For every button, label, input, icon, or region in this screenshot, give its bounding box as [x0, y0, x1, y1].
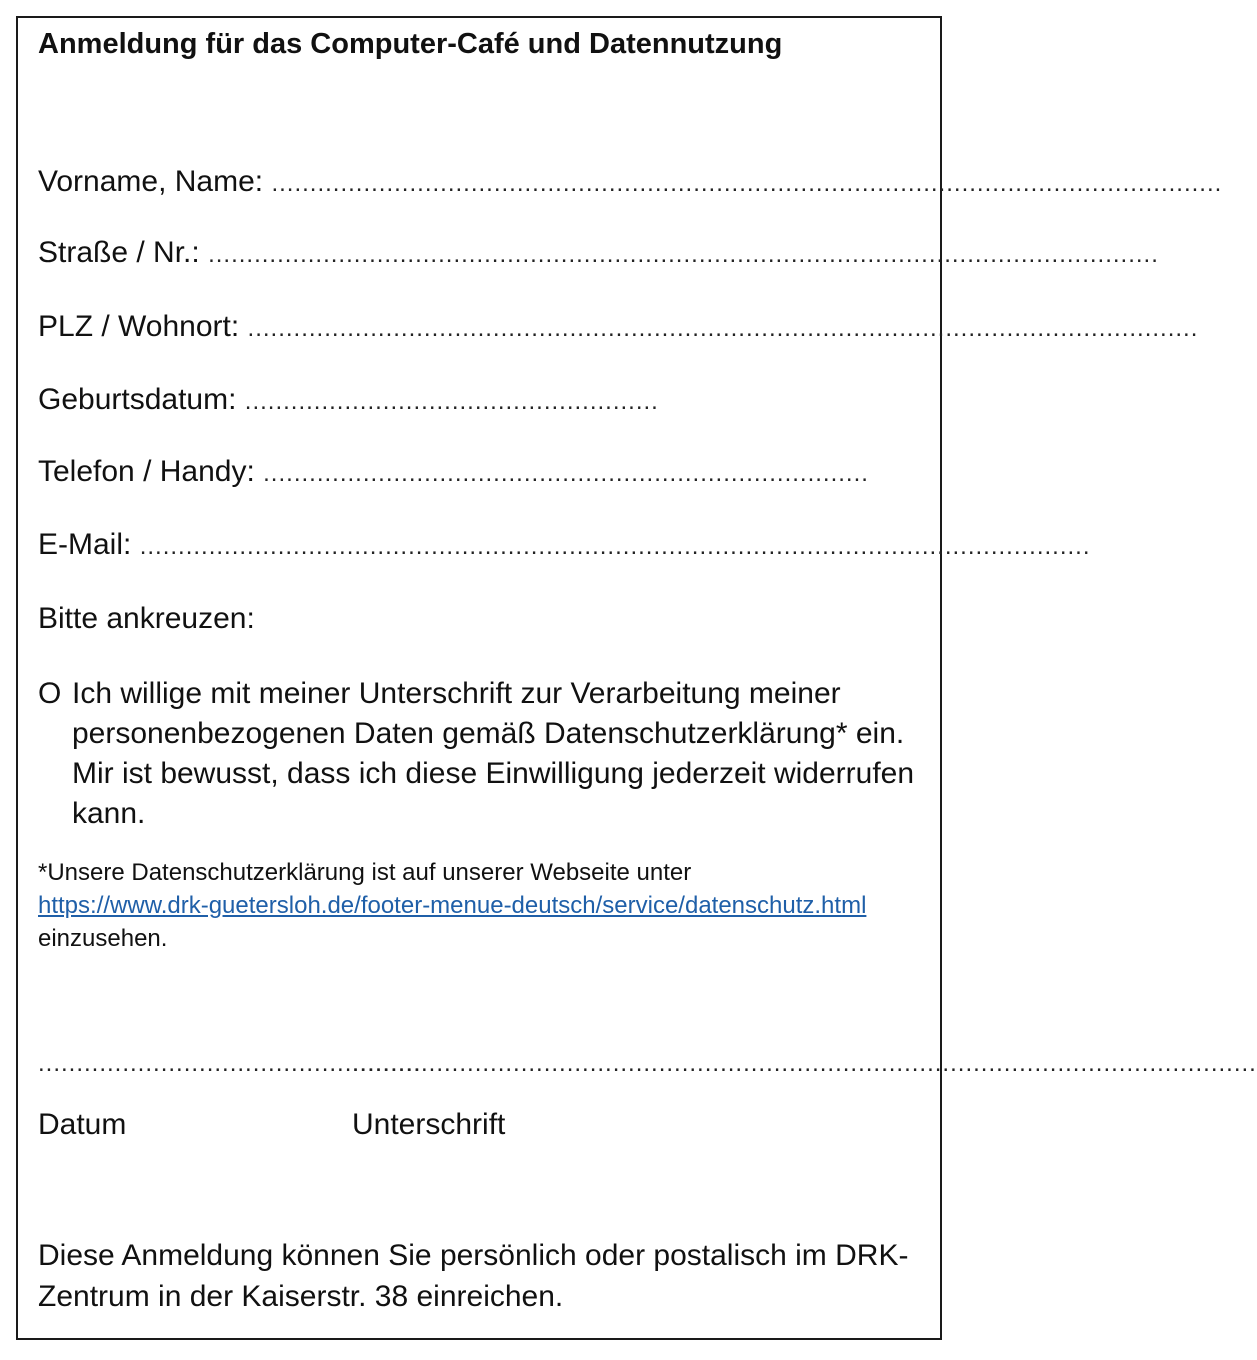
city-field[interactable] — [38, 310, 1199, 344]
birthdate-label: Geburtsdatum: — [38, 383, 237, 416]
street-dotted-line: ............................................................................................................................ — [208, 241, 1159, 268]
birthdate-dotted-line: ...................................................... — [244, 388, 659, 415]
phone-dotted-line: ............................................................................... — [263, 460, 869, 487]
privacy-note-prefix: *Unsere Datenschutzerklärung ist auf unserer Webseite unter — [38, 859, 692, 886]
email-field[interactable] — [38, 528, 1091, 562]
consent-text: Ich willige mit meiner Unterschrift zur Verarbeitung meiner personenbezogenen Daten gemäß Datenschutzerklärung* ein. Mir ist bewusst, dass ich diese Einwilligung jederzeit widerrufen kann. — [72, 677, 915, 830]
submission-info: Diese Anmeldung können Sie persönlich oder postalisch im DRK-Zentrum in der Kaiserstr. 38 einreichen. — [38, 1239, 909, 1313]
name-label: Vorname, Name: — [38, 165, 264, 198]
date-label: Datum — [38, 1108, 127, 1141]
consent-option — [38, 674, 918, 834]
city-dotted-line: ............................................................................................................................ — [247, 315, 1199, 342]
date-dotted-line[interactable]: .................................................. — [38, 1050, 422, 1077]
street-label: Straße / Nr.: — [38, 236, 200, 269]
phone-label: Telefon / Handy: — [38, 455, 255, 488]
phone-field[interactable] — [38, 455, 869, 489]
birthdate-field[interactable] — [38, 383, 658, 417]
privacy-policy-link[interactable]: https://www.drk-guetersloh.de/footer-menue-deutsch/service/datenschutz.html — [38, 892, 867, 919]
name-field[interactable] — [38, 165, 1223, 199]
name-dotted-line: ............................................................................................................................ — [271, 170, 1223, 197]
email-label: E-Mail: — [38, 528, 132, 561]
consent-checkbox[interactable]: O — [38, 677, 62, 710]
privacy-note — [38, 856, 898, 955]
email-dotted-line: ............................................................................................................................ — [139, 533, 1091, 560]
signature-label: Unterschrift — [352, 1108, 506, 1141]
signature-dotted-line[interactable]: ...................................................................................................................... — [352, 1050, 1257, 1077]
city-label: PLZ / Wohnort: — [38, 310, 240, 343]
form-title: Anmeldung für das Computer-Café und Datennutzung — [38, 28, 783, 60]
privacy-note-suffix: einzusehen. — [38, 925, 168, 952]
street-field[interactable] — [38, 236, 1159, 270]
check-prompt: Bitte ankreuzen: — [38, 602, 255, 635]
